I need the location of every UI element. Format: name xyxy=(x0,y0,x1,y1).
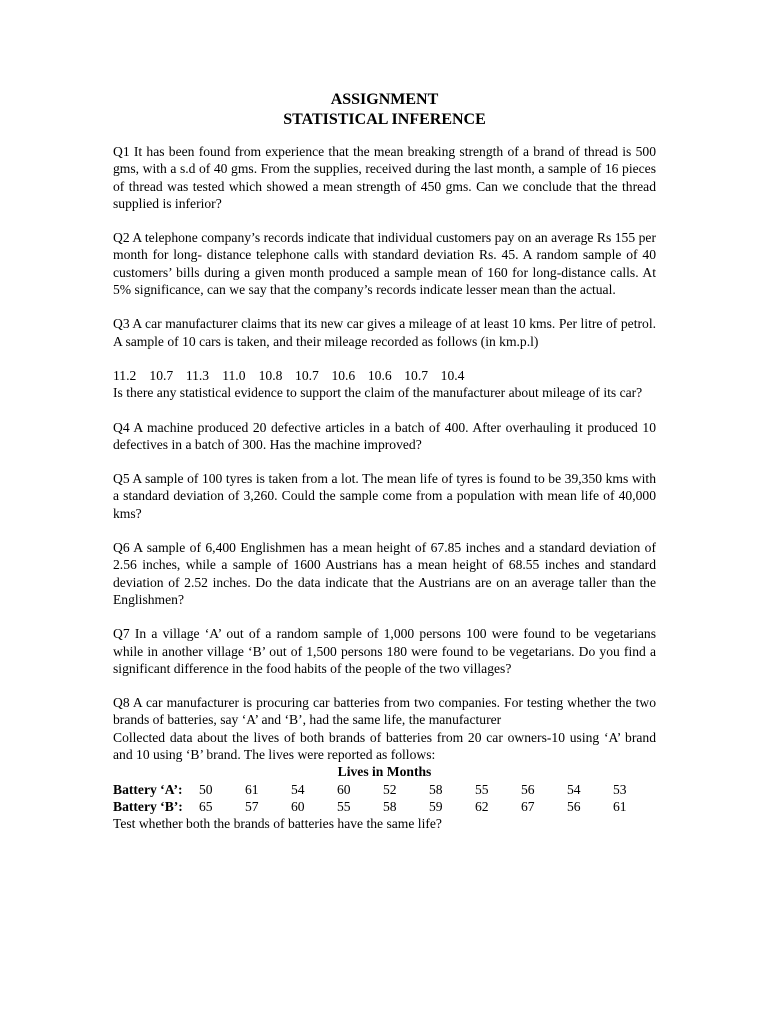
battery-b-label: Battery ‘B’: xyxy=(113,798,183,814)
question-8-prompt: Test whether both the brands of batteries have the same life? xyxy=(113,816,442,832)
question-2: Q2 A telephone company’s records indicate that individual customers pay on an average Rs 155 per month for long- distance telephone calls with standard deviation Rs. 45. A random sample of 40 customers’ bills during a given month produced a sample mean of 160 for long-distance calls. At 5% significance, can we say that the company’s records indicate lesser mean than the actual. xyxy=(113,230,656,298)
q3-value: 11.0 xyxy=(222,367,246,383)
document-page xyxy=(113,90,656,833)
battery-a-value: 54 xyxy=(567,781,581,797)
question-1: Q1 It has been found from experience that the mean breaking strength of a brand of thread is 500 gms, with a s.d of 40 gms. From the supplies, received during the last month, a sample of 16 pieces of thread was tested which showed a mean strength of 450 gms. Can we conclude that the thread supplied is inferior? xyxy=(113,144,656,211)
battery-a-value: 54 xyxy=(291,781,305,797)
battery-b-value: 65 xyxy=(199,798,213,814)
q3-value: 11.3 xyxy=(185,367,210,383)
battery-b-value: 57 xyxy=(245,798,259,814)
battery-b-value: 55 xyxy=(337,798,351,814)
battery-a-value: 56 xyxy=(521,781,535,797)
battery-a-value: 50 xyxy=(199,781,213,797)
question-3-prompt: Is there any statistical evidence to support the claim of the manufacturer about mileage of its car? xyxy=(113,385,643,401)
q3-value: 10.4 xyxy=(440,367,465,383)
q3-value: 10.7 xyxy=(149,367,174,383)
battery-b-value: 61 xyxy=(613,798,627,814)
battery-b-value: 62 xyxy=(475,798,489,814)
battery-a-value: 55 xyxy=(475,781,489,797)
question-6: Q6 A sample of 6,400 Englishmen has a mean height of 67.85 inches and a standard deviation of 2.56 inches, while a sample of 1600 Austrians has a mean height of 68.55 inches and standard deviation of 2.52 inches. Do the data indicate that the Austrians are on an average taller than the Englishmen? xyxy=(113,540,656,607)
q3-value: 11.2 xyxy=(113,367,137,383)
battery-b-value: 67 xyxy=(521,798,535,814)
battery-a-label: Battery ‘A’: xyxy=(113,781,183,797)
question-8-data-description: Collected data about the lives of both brands of batteries from 20 car owners-10 using ‘A’ brand and 10 using ‘B’ brand. The lives were reported as follows: xyxy=(113,729,656,763)
q3-value: 10.6 xyxy=(367,367,392,383)
battery-a-value: 61 xyxy=(245,781,259,797)
document-title: ASSIGNMENT xyxy=(330,91,439,108)
battery-b-value: 59 xyxy=(429,798,443,814)
question-8-intro: Q8 A car manufacturer is procuring car batteries from two companies. For testing whether the two brands of batteries, say ‘A’ and ‘B’, had the same life, the manufacturer xyxy=(113,695,656,728)
battery-a-value: 58 xyxy=(429,781,443,797)
battery-b-value: 58 xyxy=(383,798,397,814)
battery-b-row xyxy=(113,798,656,815)
battery-b-value: 60 xyxy=(291,798,305,814)
battery-a-value: 53 xyxy=(613,781,627,797)
battery-a-row xyxy=(113,781,656,798)
battery-a-value: 52 xyxy=(383,781,397,797)
battery-b-value: 56 xyxy=(567,798,581,814)
q3-mileage-values xyxy=(113,367,656,384)
battery-table-caption: Lives in Months xyxy=(337,764,432,780)
q3-value: 10.6 xyxy=(331,367,356,383)
q3-value: 10.7 xyxy=(404,367,429,383)
document-subtitle: STATISTICAL INFERENCE xyxy=(283,111,486,128)
question-4: Q4 A machine produced 20 defective articles in a batch of 400. After overhauling it produced 10 defectives in a batch of 300. Has the machine improved? xyxy=(113,419,656,452)
question-7: Q7 In a village ‘A’ out of a random sample of 1,000 persons 100 were found to be vegetarians while in another village ‘B’ out of 1,500 persons 180 were found to be vegetarians. Do you find a significant difference in the food habits of the people of the two villages? xyxy=(113,626,656,676)
q3-value: 10.8 xyxy=(258,367,283,383)
title-block xyxy=(113,90,656,130)
question-5: Q5 A sample of 100 tyres is taken from a lot. The mean life of tyres is found to be 39,350 kms with a standard deviation of 3,260. Could the sample come from a population with mean life of 40,000 kms? xyxy=(113,471,656,521)
battery-a-value: 60 xyxy=(337,781,351,797)
q3-value: 10.7 xyxy=(295,367,319,383)
question-3: Q3 A car manufacturer claims that its new car gives a mileage of at least 10 kms. Per litre of petrol. A sample of 10 cars is taken, and their mileage recorded as follows (in km.p.l) xyxy=(113,316,656,349)
